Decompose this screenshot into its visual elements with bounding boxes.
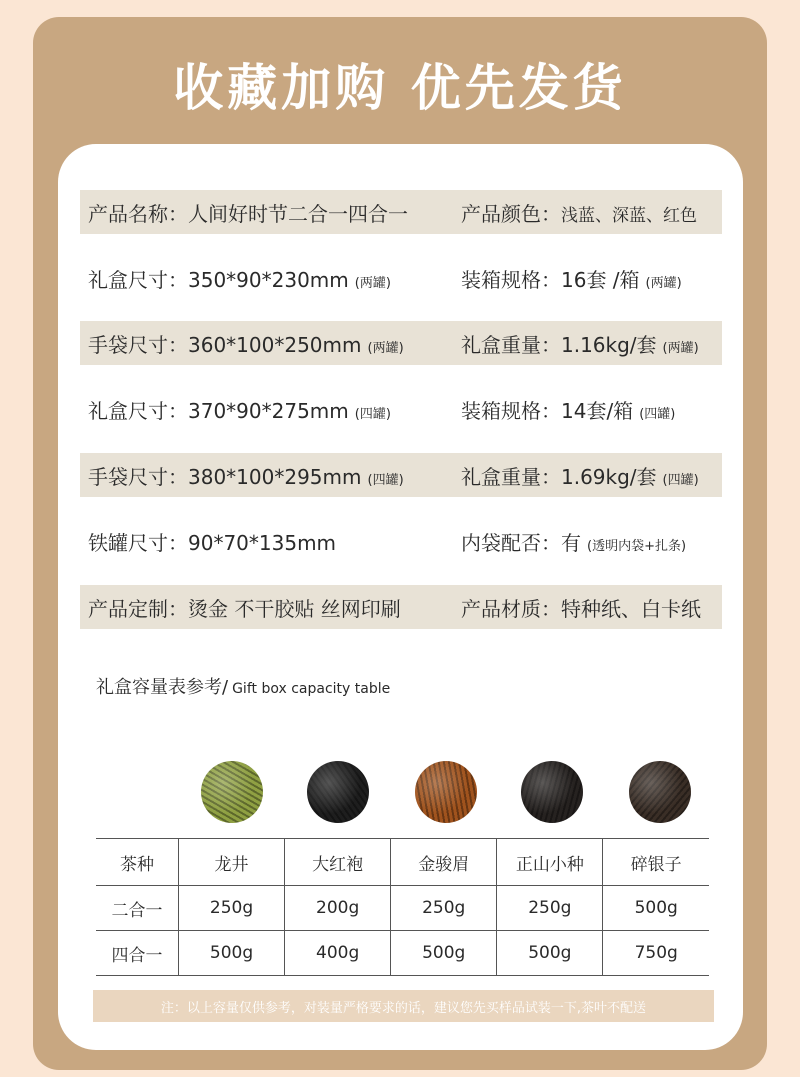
spec-left-cell bbox=[88, 527, 336, 556]
spec-note: (四罐) bbox=[354, 406, 391, 422]
tea-sample-image bbox=[629, 761, 691, 823]
spec-right-cell bbox=[461, 527, 686, 556]
spec-left-cell bbox=[88, 395, 391, 424]
spec-note: (两罐) bbox=[662, 340, 699, 356]
spec-label: 礼盒重量： bbox=[461, 332, 561, 357]
spec-row bbox=[80, 387, 722, 431]
spec-right-cell bbox=[461, 198, 697, 227]
capacity-title-en: Gift box capacity table bbox=[232, 681, 391, 697]
tea-sample-image bbox=[307, 761, 369, 823]
spec-value: 浅蓝、深蓝、红色 bbox=[561, 205, 697, 226]
table-cell: 碎银子 bbox=[603, 839, 709, 886]
spec-value: 16套 /箱 bbox=[561, 267, 640, 292]
table-cell: 二合一 bbox=[96, 886, 179, 931]
spec-value: 14套/箱 bbox=[561, 398, 634, 423]
spec-value: 90*70*135mm bbox=[188, 530, 337, 555]
spec-note: (四罐) bbox=[662, 472, 699, 488]
spec-value: 烫金 不干胶贴 丝网印刷 bbox=[188, 596, 401, 621]
table-cell: 500g bbox=[603, 886, 709, 931]
spec-value: 特种纸、白卡纸 bbox=[561, 596, 701, 621]
table-row bbox=[96, 886, 709, 931]
spec-label: 装箱规格： bbox=[461, 267, 561, 292]
spec-label: 装箱规格： bbox=[461, 398, 561, 423]
page-title: 收藏加购 优先发货 bbox=[173, 59, 627, 117]
capacity-section-title bbox=[96, 673, 390, 699]
spec-row bbox=[80, 453, 722, 497]
tea-sample-image bbox=[521, 761, 583, 823]
table-cell: 500g bbox=[497, 931, 603, 976]
tea-sample-image bbox=[201, 761, 263, 823]
spec-value: 360*100*250mm bbox=[188, 332, 362, 357]
spec-label: 产品名称： bbox=[88, 201, 188, 226]
table-cell: 750g bbox=[603, 931, 709, 976]
spec-row bbox=[80, 190, 722, 234]
table-cell: 金骏眉 bbox=[391, 839, 497, 886]
table-cell: 500g bbox=[179, 931, 285, 976]
spec-label: 手袋尺寸： bbox=[88, 464, 188, 489]
spec-right-cell bbox=[461, 329, 699, 358]
table-cell: 正山小种 bbox=[497, 839, 603, 886]
spec-value: 350*90*230mm bbox=[188, 267, 349, 292]
spec-label: 产品颜色： bbox=[461, 201, 561, 226]
table-cell: 500g bbox=[391, 931, 497, 976]
footnote: 注：以上容量仅供参考，对装量严格要求的话，建议您先买样品试装一下,茶叶不配送 bbox=[93, 990, 714, 1022]
spec-note: (两罐) bbox=[645, 275, 682, 291]
spec-row bbox=[80, 321, 722, 365]
spec-right-cell bbox=[461, 264, 682, 293]
spec-value: 380*100*295mm bbox=[188, 464, 362, 489]
table-cell: 250g bbox=[497, 886, 603, 931]
spec-row bbox=[80, 256, 722, 300]
table-cell: 大红袍 bbox=[285, 839, 391, 886]
spec-value: 370*90*275mm bbox=[188, 398, 349, 423]
spec-note: (两罐) bbox=[367, 340, 404, 356]
spec-label: 礼盒尺寸： bbox=[88, 267, 188, 292]
spec-label: 礼盒重量： bbox=[461, 464, 561, 489]
spec-left-cell bbox=[88, 329, 404, 358]
spec-value: 1.16kg/套 bbox=[561, 332, 657, 357]
table-cell: 龙井 bbox=[179, 839, 285, 886]
spec-note: (两罐) bbox=[354, 275, 391, 291]
spec-note: (四罐) bbox=[639, 406, 676, 422]
spec-label: 产品定制： bbox=[88, 596, 188, 621]
spec-left-cell bbox=[88, 198, 408, 227]
spec-value: 1.69kg/套 bbox=[561, 464, 657, 489]
table-cell: 四合一 bbox=[96, 931, 179, 976]
spec-label: 手袋尺寸： bbox=[88, 332, 188, 357]
spec-label: 产品材质： bbox=[461, 596, 561, 621]
table-header-row bbox=[96, 839, 709, 886]
spec-left-cell bbox=[88, 461, 404, 490]
spec-value: 有 bbox=[561, 530, 581, 555]
spec-label: 内袋配否： bbox=[461, 530, 561, 555]
table-cell: 200g bbox=[285, 886, 391, 931]
table-cell: 400g bbox=[285, 931, 391, 976]
spec-note: (透明内袋+扎条) bbox=[587, 538, 687, 554]
spec-value: 人间好时节二合一四合一 bbox=[188, 201, 408, 226]
spec-note: (四罐) bbox=[367, 472, 404, 488]
tea-sample-image bbox=[415, 761, 477, 823]
table-row bbox=[96, 931, 709, 976]
spec-label: 铁罐尺寸： bbox=[88, 530, 188, 555]
table-cell: 250g bbox=[391, 886, 497, 931]
spec-right-cell bbox=[461, 593, 701, 622]
capacity-title-zh: 礼盒容量表参考/ bbox=[96, 677, 229, 698]
spec-label: 礼盒尺寸： bbox=[88, 398, 188, 423]
table-cell: 250g bbox=[179, 886, 285, 931]
spec-row bbox=[80, 519, 722, 563]
spec-left-cell bbox=[88, 593, 401, 622]
spec-right-cell bbox=[461, 395, 675, 424]
spec-left-cell bbox=[88, 264, 391, 293]
spec-row bbox=[80, 585, 722, 629]
table-cell: 茶种 bbox=[96, 839, 179, 886]
spec-right-cell bbox=[461, 461, 699, 490]
capacity-table bbox=[96, 838, 709, 976]
